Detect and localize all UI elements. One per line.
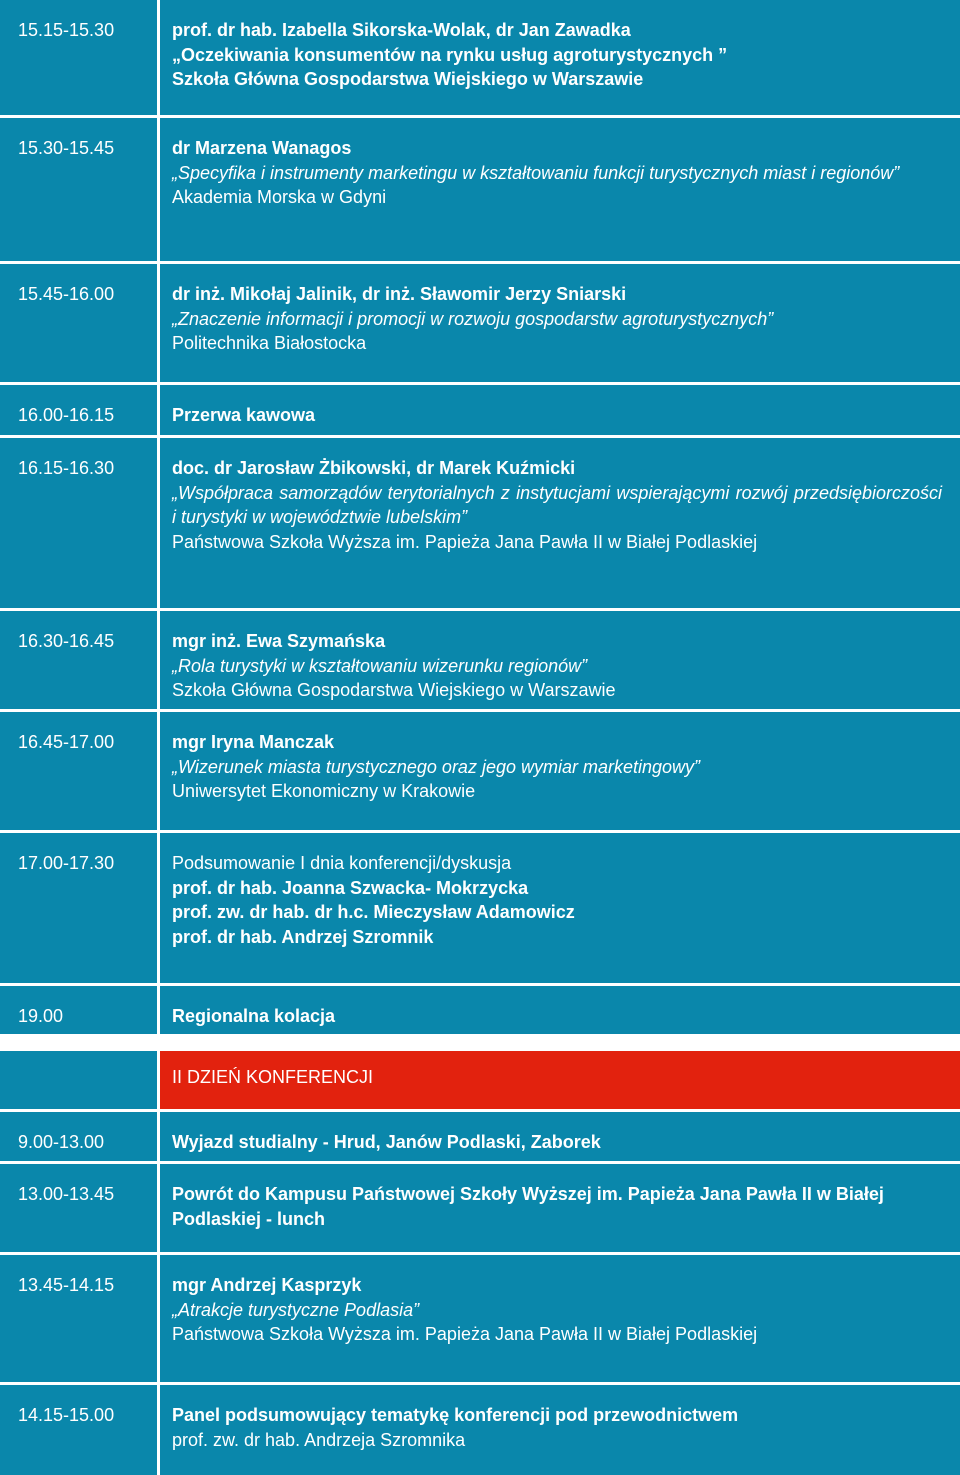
time-slot: 13.45-14.15 [0, 1255, 157, 1382]
session-details [160, 833, 960, 983]
time-slot: 14.15-15.00 [0, 1385, 157, 1475]
agenda-row [0, 1255, 960, 1382]
session-institution: Szkoła Główna Gospodarstwa Wiejskiego w Warszawie [172, 680, 616, 700]
session-details [160, 1255, 960, 1382]
session-title: „Znaczenie informacji i promocji w rozwoju gospodarstw agroturystycznych” [172, 308, 774, 329]
agenda-row [0, 1164, 960, 1252]
session-speaker: Panel podsumowujący tematykę konferencji pod przewodnictwem [172, 1405, 739, 1425]
time-slot: 16.45-17.00 [0, 712, 157, 830]
agenda-row [0, 1112, 960, 1161]
session-speaker: prof. dr hab. Izabella Sikorska-Wolak, dr Jan Zawadka [172, 20, 631, 40]
session-speaker: mgr Andrzej Kasprzyk [172, 1275, 362, 1295]
session-details [160, 0, 960, 115]
time-slot: 15.15-15.30 [0, 0, 157, 115]
session-speaker: prof. zw. dr hab. dr h.c. Mieczysław Adamowicz [172, 902, 575, 922]
session-speaker: mgr Iryna Manczak [172, 732, 335, 752]
agenda-row [0, 986, 960, 1034]
day-two-band [0, 1051, 960, 1109]
session-details [160, 385, 960, 435]
session-speaker: Przerwa kawowa [172, 405, 316, 425]
session-title: „Współpraca samorządów terytorialnych z instytucjami wspierającymi rozwój przedsiębiorczości i turystyki w województwie lubelskim” [172, 482, 942, 527]
agenda-row [0, 0, 960, 115]
time-slot: 15.45-16.00 [0, 264, 157, 382]
time-slot: 13.00-13.45 [0, 1164, 157, 1252]
session-institution: Podsumowanie I dnia konferencji/dyskusja [172, 853, 512, 873]
time-slot: 17.00-17.30 [0, 833, 157, 983]
session-institution: Politechnika Białostocka [172, 333, 367, 353]
time-slot: 19.00 [0, 986, 157, 1034]
session-details [160, 118, 960, 261]
band-spacer [0, 1051, 157, 1109]
session-details [160, 1164, 960, 1252]
session-institution: prof. zw. dr hab. Andrzeja Szromnika [172, 1429, 466, 1450]
session-details [160, 986, 960, 1034]
agenda-row [0, 611, 960, 709]
session-details [160, 712, 960, 830]
session-speaker: Szkoła Główna Gospodarstwa Wiejskiego w Warszawie [172, 69, 644, 89]
session-title: „Rola turystyki w kształtowaniu wizerunku regionów” [172, 655, 588, 676]
session-institution: Państwowa Szkoła Wyższa im. Papieża Jana Pawła II w Białej Podlaskiej [172, 1324, 758, 1344]
agenda-row [0, 438, 960, 608]
session-details [160, 611, 960, 709]
session-details [160, 1112, 960, 1161]
session-title: „Specyfika i instrumenty marketingu w kształtowaniu funkcji turystycznych miast i regionów” [172, 162, 900, 183]
session-institution: Akademia Morska w Gdyni [172, 187, 387, 207]
session-speaker: Regionalna kolacja [172, 1006, 336, 1026]
agenda-row [0, 833, 960, 983]
time-slot: 16.00-16.15 [0, 385, 157, 435]
session-institution: Uniwersytet Ekonomiczny w Krakowie [172, 781, 476, 801]
session-speaker: Wyjazd studialny - Hrud, Janów Podlaski, Zaborek [172, 1132, 601, 1152]
session-details [160, 1385, 960, 1475]
time-slot: 16.15-16.30 [0, 438, 157, 608]
session-title: „Wizerunek miasta turystycznego oraz jego wymiar marketingowy” [172, 756, 701, 777]
agenda-row [0, 385, 960, 435]
session-speaker: dr Marzena Wanagos [172, 138, 352, 158]
session-details [160, 438, 960, 608]
session-speaker: „Oczekiwania konsumentów na rynku usług agroturystycznych ” [172, 44, 728, 65]
session-title: „Atrakcje turystyczne Podlasia” [172, 1299, 420, 1320]
agenda-row [0, 118, 960, 261]
day-two-heading: II DZIEŃ KONFERENCJI [160, 1051, 960, 1109]
session-speaker: dr inż. Mikołaj Jalinik, dr inż. Sławomir Jerzy Sniarski [172, 284, 627, 304]
session-speaker: prof. dr hab. Joanna Szwacka- Mokrzycka [172, 877, 529, 898]
agenda-row [0, 1385, 960, 1475]
time-slot: 9.00-13.00 [0, 1112, 157, 1161]
agenda-row [0, 264, 960, 382]
session-speaker: Powrót do Kampusu Państwowej Szkoły Wyższej im. Papieża Jana Pawła II w Białej Podlaskiej - lunch [172, 1184, 884, 1229]
session-speaker: doc. dr Jarosław Żbikowski, dr Marek Kuźmicki [172, 458, 576, 478]
agenda-row [0, 712, 960, 830]
session-speaker: mgr inż. Ewa Szymańska [172, 631, 386, 651]
session-speaker: prof. dr hab. Andrzej Szromnik [172, 926, 434, 947]
time-slot: 16.30-16.45 [0, 611, 157, 709]
time-slot: 15.30-15.45 [0, 118, 157, 261]
session-institution: Państwowa Szkoła Wyższa im. Papieża Jana Pawła II w Białej Podlaskiej [172, 531, 758, 552]
session-details [160, 264, 960, 382]
